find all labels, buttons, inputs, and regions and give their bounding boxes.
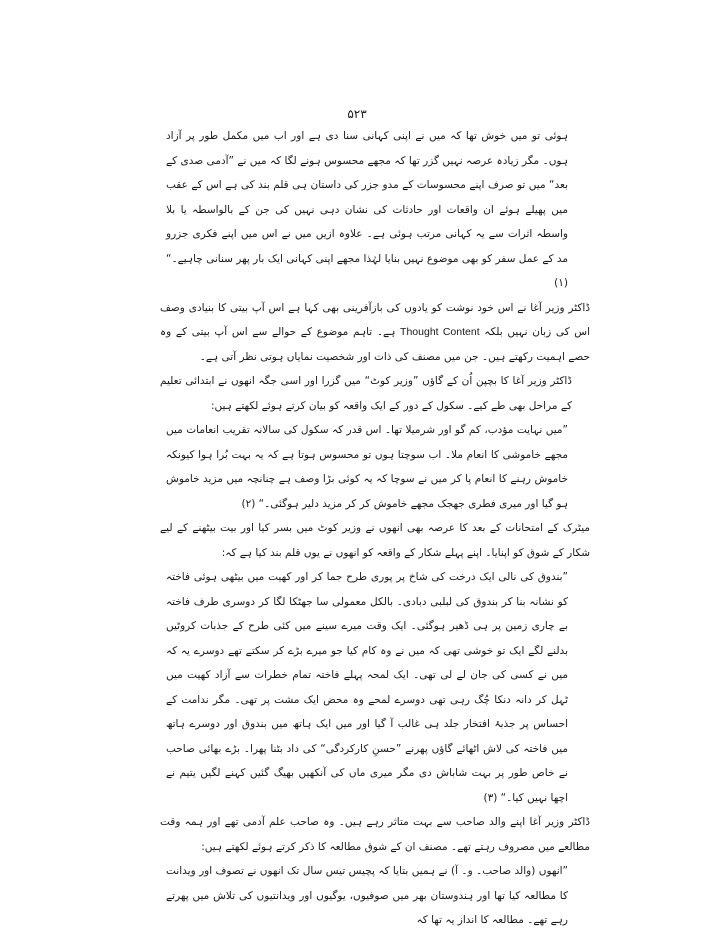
quote-school-prize: ”میں نہایت مؤدب، کم گو اور شرمیلا تھا۔ اس قدر کہ سکول کی سالانہ تقریب انعامات میں مجھے خاموشی کا انعام ملا۔ اب سوچتا ہوں تو محسوس ہوتا ہے کہ یہ بہت بُرا ہوا کیونکہ خاموش رہنے کا انعام پا کر میں نے سوچا کہ یہ کوئی بڑا وصف ہے چنانچہ میں مزید خاموش ہو گیا اور میری فطری جھجک مجھے خاموش کر کر مزید دلیر ہوگئی۔“ (۲)	[166, 424, 568, 510]
english-term: Thought Content	[400, 326, 480, 338]
paragraph-father: ڈاکٹر وزیر آغا اپنے والد صاحب سے بہت متاثر رہے ہیں۔ وہ صاحب علم آدمی تھے اور ہمہ وقت مطالعے میں مصروف رہتے تھے۔ مصنف ان کے شوق مطالعہ کا ذکر کرتے ہوئے لکھتے ہیں:	[160, 816, 590, 853]
paragraph-text-after: ہے۔ تاہم موضوع کے حوالے سے اس آپ بیتی کے وہ حصے اہمیت رکھتے ہیں۔ جن میں مصنف کی ذات اور شخصیت نمایاں ہوتی نظر آتی ہے۔	[160, 326, 590, 363]
quote-father-study: ”انھوں (والد صاحب۔ و۔ آ) نے ہمیں بتایا کہ پچیس تیس سال تک انھوں نے تصوف اور ویدانت کا مطالعہ کیا تھا اور ہندوستان بھر میں صوفیوں، یوگیوں اور ویدانتیوں کی تلاش میں پھرتے رہے تھے۔ مطالعہ کا انداز یہ تھا کہ	[166, 865, 568, 926]
paragraph-autobiography-nature	[160, 296, 590, 370]
page-body	[160, 124, 590, 933]
paragraph-childhood: ڈاکٹر وزیر آغا کا بچپن اُن کے گاؤں ”وزیر کوٹ“ میں گزرا اور اسی جگہ انھوں نے ابتدائی تعلیم کے مراحل بھی طے کیے۔ سکول کے دور کے ایک واقعہ کو بیان کرتے ہوئے لکھتے ہیں:	[160, 375, 572, 412]
paragraph-matric-hunting: میٹرک کے امتحانات کے بعد کا عرصہ بھی انھوں نے وزیر کوٹ میں بسر کیا اور بیت بیٹھنے کے لیے شکار کے شوق کو اپنایا۔ اپنے پہلے شکار کے واقعہ کو انھوں نے یوں قلم بند کیا ہے کہ:	[160, 522, 590, 559]
paragraph-text-before: ڈاکٹر وزیر آغا نے اس خود نوشت کو یادوں کی بازآفرینی بھی کہا ہے اس آپ بیتی کا بنیادی وصف اس کی زبان نہیں بلکہ	[160, 301, 590, 338]
quote-continuation: ہوئی تو میں خوش تھا کہ میں نے اپنی کہانی سنا دی ہے اور اب میں مکمل طور پر آزاد ہوں۔ مگر زیادہ عرصہ نہیں گزر تھا کہ مجھے محسوس ہونے لگا کہ میں نے ”آدمی صدی کے بعد“ میں تو صرف اپنے محسوسات کے مدو جزر کی داستان ہی قلم بند کی ہے اس کے عقب میں پھیلے ہوئے ان واقعات اور حادثات کی نشان دہی نہیں کی جن کے بالواسطہ یا بلا واسطہ اثرات سے یہ کہانی مرتب ہوئی ہے۔ علاوہ ازیں میں نے اس میں اپنے فکری جزرو مد کے عمل سفر کو بھی موضوع نہیں بنایا لہٰذا مجھے اپنی کہانی ایک بار پھر سنانی چاہیے۔“ (۱)	[166, 130, 568, 289]
page-number: ۵۲۳	[347, 107, 367, 121]
quote-first-hunt: ”بندوق کی نالی ایک درخت کی شاخ پر پوری طرح جما کر اور کھیت میں بیٹھی ہوئی فاختہ کو نشانہ بنا کر بندوق کی لبلبی دبادی۔ بالکل معمولی سا جھٹکا لگا کر دوسری طرف فاختہ بے چاری زمین پر ہی ڈھیر ہوگئی۔ ایک وقت میرے سینے میں کئی طرح کے جذبات کروٹیں بدلنے لگے ایک تو خوشی تھی کہ میں نے وہ کام کیا جو میرے بڑے کر سکتے تھے دوسرے یہ کہ میں نے کسی کی جان لے لی تھی۔ ایک لمحہ پہلے فاختہ تمام خطرات سے آزاد کھیت میں ٹہل کر دانہ دنکا چُگ رہی تھی دوسرے لمحے وہ محض ایک مشت پر تھی۔ مگر ندامت کے احساس پر جذبۂ افتخار جلد ہی غالب آ گیا اور میں ایک ہاتھ میں بندوق اور دوسرے ہاتھ میں فاختہ کی لاش اٹھائے گاؤں پھرنے ”حسنِ کارکردگی“ کی داد بٹنا پھرا۔ بڑے بھائی صاحب نے خاص طور پر بہت شاباش دی مگر میری ماں کی آنکھیں بھیگ گئیں کہنے لگیں یتیم نے اچھا نہیں کیا۔“ (۳)	[166, 571, 568, 804]
